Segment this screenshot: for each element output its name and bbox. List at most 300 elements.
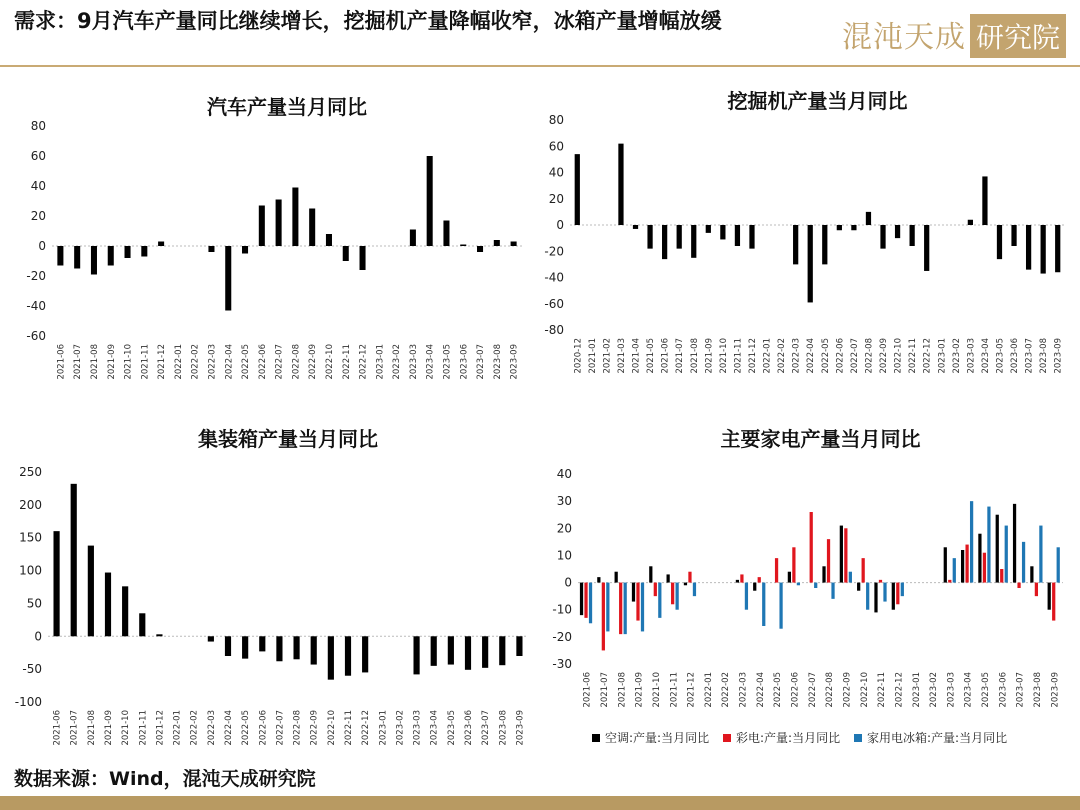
x-tick-label: 2021-07 bbox=[599, 672, 610, 708]
bar-series-1 bbox=[649, 566, 652, 582]
chart-auto-production bbox=[0, 88, 540, 388]
bar bbox=[1055, 225, 1060, 272]
bar bbox=[345, 636, 351, 675]
x-tick-label: 2022-02 bbox=[721, 672, 732, 708]
bar-series-1 bbox=[857, 583, 860, 591]
bar bbox=[74, 246, 80, 269]
bar bbox=[677, 225, 682, 249]
x-tick-label: 2021-11 bbox=[733, 338, 744, 374]
x-tick-label: 2022-05 bbox=[241, 344, 252, 380]
bar-series-2 bbox=[792, 547, 795, 582]
bar-series-3 bbox=[901, 583, 904, 597]
y-tick-label: 50 bbox=[26, 596, 42, 611]
x-tick-label: 2022-07 bbox=[807, 672, 818, 708]
bar bbox=[105, 573, 111, 637]
y-tick-label: -20 bbox=[26, 269, 46, 283]
x-tick-label: 2022-02 bbox=[777, 338, 788, 374]
bar bbox=[460, 245, 466, 247]
chart-title: 主要家电产量当月同比 bbox=[720, 427, 921, 451]
x-tick-label: 2021-09 bbox=[104, 710, 114, 746]
x-tick-label: 2022-09 bbox=[879, 338, 890, 374]
bar bbox=[158, 242, 164, 247]
bar bbox=[647, 225, 652, 249]
bar bbox=[1011, 225, 1016, 246]
y-tick-label: 60 bbox=[548, 139, 564, 154]
x-tick-label: 2022-10 bbox=[326, 710, 337, 746]
y-tick-label: -60 bbox=[26, 329, 46, 343]
x-tick-label: 2023-09 bbox=[509, 344, 520, 380]
x-tick-label: 2022-03 bbox=[738, 672, 749, 708]
legend-label: 空调:产量:当月同比 bbox=[605, 731, 710, 745]
y-tick-label: 80 bbox=[30, 119, 46, 133]
bar bbox=[125, 246, 131, 258]
x-tick-label: 2023-09 bbox=[515, 710, 526, 746]
legend-swatch bbox=[592, 734, 600, 742]
bar bbox=[326, 234, 332, 246]
bar bbox=[242, 246, 248, 254]
bar bbox=[292, 188, 298, 247]
bar bbox=[516, 636, 522, 656]
bar bbox=[910, 225, 915, 246]
y-tick-label: -40 bbox=[26, 299, 46, 313]
bar bbox=[91, 246, 97, 275]
x-tick-label: 2022-06 bbox=[257, 344, 268, 380]
bar bbox=[895, 225, 900, 238]
bar-series-2 bbox=[636, 583, 639, 621]
bar-series-3 bbox=[606, 583, 609, 632]
x-tick-label: 2022-01 bbox=[703, 672, 714, 708]
chart-excavator-production bbox=[540, 80, 1080, 380]
data-source: 数据来源：Wind，混沌天成研究院 bbox=[14, 768, 316, 790]
bar bbox=[720, 225, 725, 239]
bar-series-2 bbox=[862, 558, 865, 582]
bar bbox=[225, 246, 231, 311]
bar bbox=[837, 225, 842, 230]
x-tick-label: 2021-01 bbox=[587, 338, 598, 374]
x-tick-label: 2023-01 bbox=[378, 710, 389, 746]
x-tick-label: 2022-01 bbox=[173, 344, 184, 380]
bar-series-1 bbox=[996, 515, 999, 583]
x-tick-label: 2022-06 bbox=[790, 672, 801, 708]
bar-series-2 bbox=[584, 583, 587, 618]
bar bbox=[276, 200, 282, 247]
bar-series-1 bbox=[874, 583, 877, 613]
bar-series-3 bbox=[1057, 547, 1060, 582]
bar-series-2 bbox=[810, 512, 813, 583]
x-tick-label: 2023-06 bbox=[459, 344, 470, 380]
x-tick-label: 2022-07 bbox=[275, 710, 286, 746]
x-tick-label: 2021-09 bbox=[634, 672, 645, 708]
x-tick-label: 2023-04 bbox=[980, 338, 991, 374]
y-tick-label: -20 bbox=[544, 244, 564, 259]
header-divider bbox=[0, 65, 1080, 67]
x-tick-label: 2021-04 bbox=[631, 338, 642, 374]
x-tick-label: 2022-12 bbox=[361, 710, 372, 746]
bar bbox=[749, 225, 754, 249]
bar bbox=[968, 220, 973, 225]
x-tick-label: 2022-02 bbox=[189, 710, 200, 746]
x-tick-label: 2021-09 bbox=[704, 338, 715, 374]
x-tick-label: 2022-11 bbox=[877, 672, 888, 708]
x-tick-label: 2022-09 bbox=[842, 672, 853, 708]
bar-series-3 bbox=[814, 583, 817, 588]
bar-series-1 bbox=[736, 580, 739, 583]
x-tick-label: 2023-08 bbox=[492, 343, 503, 380]
x-tick-label: 2021-08 bbox=[89, 344, 100, 380]
bar-series-2 bbox=[965, 545, 968, 583]
x-tick-label: 2023-05 bbox=[995, 338, 1006, 374]
bar bbox=[413, 636, 419, 674]
bar bbox=[343, 246, 349, 261]
x-tick-label: 2021-11 bbox=[669, 672, 680, 708]
x-tick-label: 2021-12 bbox=[155, 710, 166, 746]
y-tick-label: 60 bbox=[30, 149, 46, 163]
bar bbox=[427, 156, 433, 246]
y-tick-label: 40 bbox=[548, 165, 564, 180]
bar-series-3 bbox=[970, 501, 973, 582]
bar bbox=[242, 636, 248, 658]
bar-series-1 bbox=[632, 583, 635, 602]
bar bbox=[1041, 225, 1046, 274]
bar-series-3 bbox=[831, 583, 834, 599]
x-tick-label: 2023-01 bbox=[375, 344, 386, 380]
bar bbox=[360, 246, 366, 270]
bar bbox=[575, 154, 580, 225]
y-tick-label: 40 bbox=[30, 179, 46, 193]
bar-series-3 bbox=[849, 572, 852, 583]
x-tick-label: 2021-10 bbox=[123, 344, 134, 380]
x-tick-label: 2022-09 bbox=[309, 710, 320, 746]
y-tick-label: -80 bbox=[544, 323, 564, 337]
bar-series-1 bbox=[978, 534, 981, 583]
legend-swatch bbox=[854, 734, 862, 742]
bar bbox=[633, 225, 638, 229]
y-tick-label: 150 bbox=[19, 530, 42, 545]
x-tick-label: 2021-06 bbox=[582, 672, 593, 708]
x-tick-label: 2022-05 bbox=[820, 338, 831, 374]
bar bbox=[866, 212, 871, 225]
x-tick-label: 2022-06 bbox=[835, 338, 846, 374]
bar-series-2 bbox=[827, 539, 830, 582]
y-tick-label: 10 bbox=[556, 548, 572, 563]
y-tick-label: 0 bbox=[38, 239, 46, 253]
bar bbox=[259, 636, 265, 651]
y-tick-label: 200 bbox=[19, 497, 42, 512]
x-tick-label: 2023-03 bbox=[966, 338, 977, 374]
bar-series-2 bbox=[602, 583, 605, 651]
y-tick-label: 80 bbox=[548, 113, 564, 127]
x-tick-label: 2020-12 bbox=[573, 338, 584, 374]
bar-series-2 bbox=[619, 583, 622, 635]
x-tick-label: 2021-05 bbox=[646, 338, 657, 374]
y-tick-label: 20 bbox=[556, 521, 572, 536]
bar-series-1 bbox=[580, 583, 583, 616]
bar bbox=[808, 225, 813, 302]
bar bbox=[511, 242, 517, 247]
bar bbox=[156, 634, 162, 636]
x-tick-label: 2022-10 bbox=[324, 344, 335, 380]
x-tick-label: 2023-05 bbox=[446, 710, 457, 746]
chart-title: 汽车产量当月同比 bbox=[207, 95, 367, 119]
bar bbox=[122, 586, 128, 636]
x-tick-label: 2021-02 bbox=[602, 338, 613, 374]
x-tick-label: 2023-08 bbox=[498, 710, 509, 746]
bar-series-3 bbox=[953, 558, 956, 582]
bar bbox=[691, 225, 696, 258]
bar-series-1 bbox=[961, 550, 964, 583]
chart-container-production bbox=[0, 420, 540, 750]
x-tick-label: 2023-05 bbox=[981, 672, 992, 708]
bar bbox=[793, 225, 798, 264]
x-tick-label: 2022-05 bbox=[773, 672, 784, 708]
bar-series-2 bbox=[654, 583, 657, 597]
bar bbox=[293, 636, 299, 659]
x-tick-label: 2022-03 bbox=[206, 710, 217, 746]
x-tick-label: 2021-06 bbox=[56, 344, 67, 380]
bar-series-2 bbox=[671, 583, 674, 605]
x-tick-label: 2021-03 bbox=[616, 338, 627, 374]
bar-series-2 bbox=[1035, 583, 1038, 597]
bar-series-1 bbox=[822, 566, 825, 582]
x-tick-label: 2022-12 bbox=[922, 338, 933, 374]
x-tick-label: 2023-03 bbox=[408, 344, 419, 380]
bar bbox=[208, 636, 214, 641]
bar bbox=[924, 225, 929, 271]
bar-series-1 bbox=[667, 574, 670, 582]
x-tick-label: 2021-10 bbox=[651, 672, 662, 708]
y-tick-label: 0 bbox=[564, 575, 572, 590]
bar bbox=[328, 636, 334, 679]
bar-series-3 bbox=[987, 507, 990, 583]
bar-series-3 bbox=[883, 583, 886, 602]
y-tick-label: 20 bbox=[30, 209, 46, 223]
x-tick-label: 2023-07 bbox=[476, 344, 487, 380]
bar-series-3 bbox=[797, 583, 800, 586]
x-tick-label: 2021-07 bbox=[675, 338, 686, 374]
bar-series-2 bbox=[983, 553, 986, 583]
x-tick-label: 2023-09 bbox=[1050, 672, 1061, 708]
x-tick-label: 2023-01 bbox=[911, 672, 922, 708]
chart-title: 集装箱产量当月同比 bbox=[198, 427, 378, 451]
bar bbox=[499, 636, 505, 665]
bar-series-1 bbox=[684, 583, 687, 586]
legend-swatch bbox=[723, 734, 731, 742]
bar-series-1 bbox=[753, 583, 756, 591]
bar-series-3 bbox=[779, 583, 782, 629]
bar-series-3 bbox=[762, 583, 765, 626]
x-tick-label: 2021-07 bbox=[69, 710, 80, 746]
x-tick-label: 2022-10 bbox=[859, 672, 870, 708]
bar bbox=[108, 246, 114, 266]
bar-series-1 bbox=[944, 547, 947, 582]
x-tick-label: 2021-08 bbox=[689, 338, 700, 374]
x-tick-label: 2021-10 bbox=[121, 710, 132, 746]
bar-series-1 bbox=[1030, 566, 1033, 582]
bar-series-2 bbox=[688, 572, 691, 583]
x-tick-label: 2022-07 bbox=[274, 344, 285, 380]
x-tick-label: 2022-05 bbox=[241, 710, 252, 746]
y-tick-label: -60 bbox=[544, 296, 564, 311]
x-tick-label: 2021-12 bbox=[157, 344, 168, 380]
bar-series-2 bbox=[775, 558, 778, 582]
bar-series-2 bbox=[896, 583, 899, 605]
bar bbox=[448, 636, 454, 664]
x-tick-label: 2022-02 bbox=[190, 344, 201, 380]
x-tick-label: 2021-08 bbox=[617, 672, 628, 708]
bar bbox=[259, 206, 265, 247]
bar bbox=[139, 613, 145, 636]
x-tick-label: 2023-01 bbox=[937, 338, 948, 374]
bar-series-2 bbox=[758, 577, 761, 582]
x-tick-label: 2021-12 bbox=[747, 338, 758, 374]
x-tick-label: 2022-12 bbox=[358, 344, 369, 380]
bar-series-1 bbox=[1013, 504, 1016, 583]
x-tick-label: 2022-03 bbox=[207, 344, 218, 380]
report-header bbox=[0, 0, 1080, 66]
bar bbox=[311, 636, 317, 664]
bar bbox=[982, 176, 987, 225]
bar-series-2 bbox=[948, 580, 951, 583]
x-tick-label: 2021-11 bbox=[138, 710, 149, 746]
chart-title: 挖掘机产量当月同比 bbox=[727, 89, 908, 113]
bar bbox=[851, 225, 856, 230]
x-tick-label: 2023-06 bbox=[464, 710, 474, 746]
bar bbox=[822, 225, 827, 264]
x-tick-label: 2021-06 bbox=[660, 338, 671, 374]
y-tick-label: -30 bbox=[552, 657, 572, 671]
bar-series-3 bbox=[1039, 526, 1042, 583]
x-tick-label: 2022-07 bbox=[849, 338, 860, 374]
bar bbox=[465, 636, 471, 670]
bar bbox=[276, 636, 282, 661]
bar-series-3 bbox=[641, 583, 644, 632]
x-tick-label: 2022-11 bbox=[344, 710, 354, 746]
y-tick-label: -20 bbox=[552, 629, 572, 644]
x-tick-label: 2022-06 bbox=[258, 710, 269, 746]
y-tick-label: 250 bbox=[19, 465, 42, 479]
y-tick-label: -40 bbox=[544, 270, 564, 285]
bar-series-2 bbox=[879, 580, 882, 583]
x-tick-label: 2022-11 bbox=[341, 344, 352, 380]
y-tick-label: 0 bbox=[556, 218, 564, 232]
bar bbox=[208, 246, 214, 252]
x-tick-label: 2023-04 bbox=[963, 672, 974, 708]
x-tick-label: 2023-08 bbox=[1039, 337, 1050, 374]
legend-label: 彩电:产量:当月同比 bbox=[736, 731, 841, 745]
bar bbox=[431, 636, 437, 666]
bar-series-3 bbox=[676, 583, 679, 610]
logo-text: 混沌天成 bbox=[842, 20, 966, 55]
x-tick-label: 2023-06 bbox=[998, 672, 1009, 708]
bar bbox=[141, 246, 147, 257]
x-tick-label: 2021-10 bbox=[718, 338, 729, 374]
x-tick-label: 2022-04 bbox=[806, 338, 817, 374]
bar bbox=[735, 225, 740, 246]
x-tick-label: 2022-08 bbox=[292, 710, 303, 746]
bar bbox=[362, 636, 368, 672]
y-tick-label: 30 bbox=[556, 494, 572, 509]
x-tick-label: 2023-05 bbox=[442, 344, 453, 380]
bar-series-1 bbox=[788, 572, 791, 583]
x-tick-label: 2021-11 bbox=[140, 344, 151, 380]
y-tick-label: 20 bbox=[548, 191, 564, 206]
bar-series-1 bbox=[892, 583, 895, 610]
chart-appliance-production bbox=[540, 420, 1080, 760]
x-tick-label: 2023-03 bbox=[412, 710, 423, 746]
y-tick-label: 100 bbox=[19, 563, 42, 578]
bar-series-1 bbox=[840, 526, 843, 583]
x-tick-label: 2022-03 bbox=[791, 338, 802, 374]
x-tick-label: 2023-06 bbox=[1010, 338, 1021, 374]
bar bbox=[997, 225, 1002, 259]
bar-series-3 bbox=[693, 583, 696, 597]
bar-series-2 bbox=[740, 574, 743, 582]
bar-series-1 bbox=[597, 577, 600, 582]
x-tick-label: 2023-04 bbox=[425, 344, 436, 380]
x-tick-label: 2021-12 bbox=[686, 672, 697, 708]
bar-series-2 bbox=[1017, 583, 1020, 588]
x-tick-label: 2023-04 bbox=[429, 710, 440, 746]
x-tick-label: 2022-10 bbox=[893, 338, 904, 374]
x-tick-label: 2023-02 bbox=[395, 710, 406, 746]
y-tick-label: -100 bbox=[14, 695, 42, 709]
x-tick-label: 2021-08 bbox=[86, 710, 97, 746]
x-tick-label: 2022-01 bbox=[172, 710, 183, 746]
bar-series-3 bbox=[624, 583, 627, 635]
page-title: 需求：9月汽车产量同比继续增长，挖掘机产量降幅收窄，冰箱产量增幅放缓 bbox=[14, 9, 722, 33]
x-tick-label: 2021-09 bbox=[106, 344, 117, 380]
bar bbox=[53, 531, 59, 636]
x-tick-label: 2023-02 bbox=[929, 672, 940, 708]
x-tick-label: 2021-07 bbox=[73, 344, 84, 380]
x-tick-label: 2023-02 bbox=[951, 338, 962, 374]
bar bbox=[443, 221, 449, 247]
bar bbox=[494, 240, 500, 246]
y-tick-label: 0 bbox=[34, 629, 42, 644]
legend-label: 家用电冰箱:产量:当月同比 bbox=[867, 731, 1008, 745]
bar bbox=[706, 225, 711, 233]
y-tick-label: -10 bbox=[552, 602, 572, 617]
x-tick-label: 2023-07 bbox=[1024, 337, 1035, 374]
bar bbox=[225, 636, 231, 656]
bar-series-2 bbox=[844, 528, 847, 582]
x-tick-label: 2022-11 bbox=[908, 338, 919, 374]
bar-series-1 bbox=[615, 572, 618, 583]
bar-series-2 bbox=[1000, 569, 1003, 583]
bar bbox=[477, 246, 483, 252]
y-tick-label: 40 bbox=[556, 467, 572, 481]
x-tick-label: 2022-08 bbox=[825, 672, 836, 708]
x-tick-label: 2022-09 bbox=[308, 344, 319, 380]
x-tick-label: 2022-08 bbox=[291, 344, 302, 380]
bar-series-3 bbox=[1022, 542, 1025, 583]
bar-series-1 bbox=[1048, 583, 1051, 610]
x-tick-label: 2022-01 bbox=[762, 338, 773, 374]
bar bbox=[309, 209, 315, 247]
y-tick-label: -50 bbox=[22, 662, 42, 677]
x-tick-label: 2023-03 bbox=[946, 672, 957, 708]
x-tick-label: 2023-09 bbox=[1053, 338, 1064, 374]
x-tick-label: 2022-04 bbox=[755, 672, 766, 708]
x-tick-label: 2023-02 bbox=[392, 344, 403, 380]
bar-series-2 bbox=[1052, 583, 1055, 621]
x-tick-label: 2022-08 bbox=[864, 338, 875, 374]
bar bbox=[1026, 225, 1031, 270]
x-tick-label: 2022-04 bbox=[224, 710, 234, 746]
x-tick-label: 2023-07 bbox=[1015, 672, 1026, 708]
bar-series-3 bbox=[1005, 526, 1008, 583]
bar bbox=[71, 484, 77, 636]
